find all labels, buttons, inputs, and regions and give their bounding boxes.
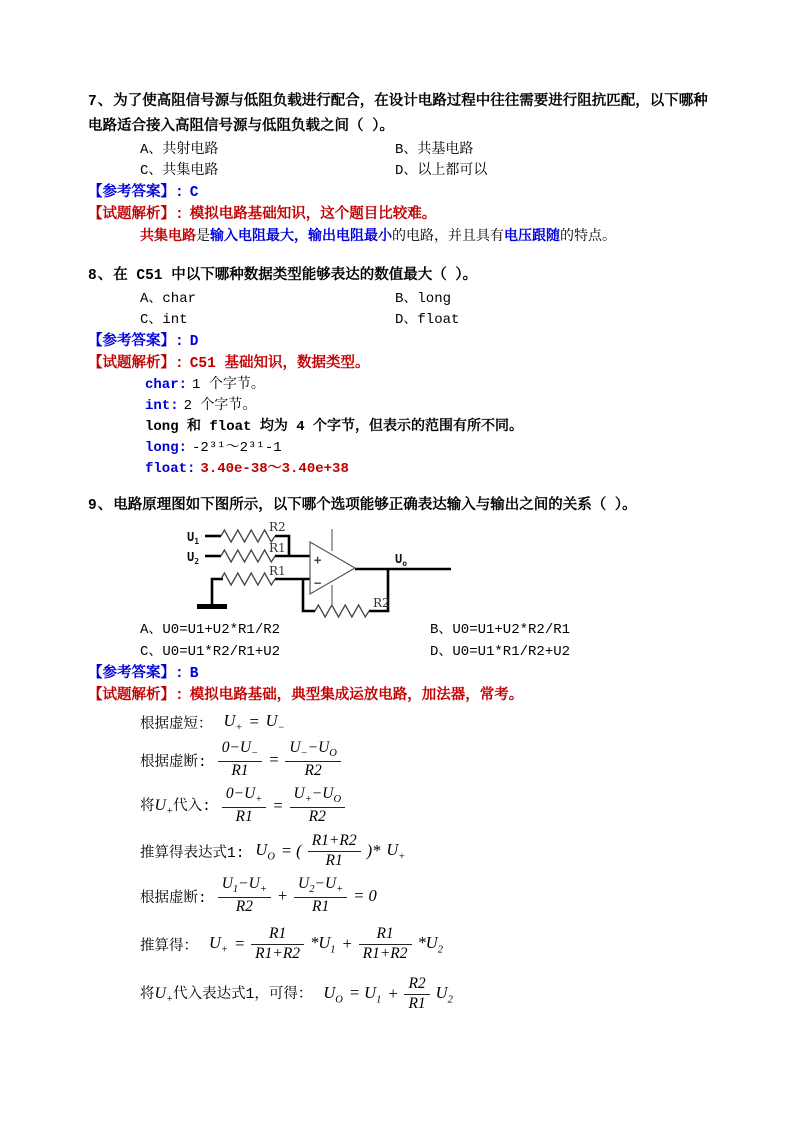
question-number: 9、 <box>88 498 114 514</box>
math-op: = <box>248 711 260 731</box>
analysis-text: C51 基础知识，数据类型。 <box>189 356 370 372</box>
fraction: $\frac{U_--U_O}{R2}$ <box>285 739 341 780</box>
math-var: $*U_1$ <box>310 932 336 956</box>
question-stem <box>88 264 714 289</box>
question-number: 7、 <box>88 94 114 110</box>
option-item: A、char <box>140 291 197 307</box>
math-op: = $U_1$ <box>348 982 382 1006</box>
type-keyword: int: <box>145 398 179 414</box>
formula-row <box>88 737 714 783</box>
math-var: $U_2$ <box>435 982 453 1006</box>
question-8 <box>88 264 714 480</box>
analysis-label: 【试题解析】: <box>88 207 184 223</box>
type-detail-line: long 和 float 均为 4 个字节，但表示的范围有所不同。 <box>145 419 524 435</box>
fraction: $\frac{0-U_-}{R1}$ <box>218 739 263 780</box>
formula-row <box>88 969 714 1019</box>
math-var: $U_+$ <box>386 839 406 863</box>
formula-label: 将$U_+$代入: <box>140 797 211 818</box>
analysis-text: 模拟电路基础知识，这个题目比较难。 <box>189 207 437 223</box>
options-grid <box>88 619 714 663</box>
math-op: )* <box>366 841 381 860</box>
opamp-minus-input: − <box>314 576 322 590</box>
type-keyword: long: <box>145 440 188 456</box>
opamp-plus-input: + <box>314 553 322 567</box>
circuit-diagram <box>185 519 457 619</box>
question-number: 8、 <box>88 268 114 284</box>
resistor-icon <box>221 573 275 585</box>
option-item: B、long <box>395 291 452 307</box>
formula-label: 将$U_+$代入表达式1，可得： <box>140 985 313 1006</box>
fraction: $\frac{R1}{R1+R2}$ <box>359 925 412 963</box>
output-uo-label: Uo <box>395 552 408 568</box>
fraction: $\frac{U_+-U_O}{R2}$ <box>290 785 346 826</box>
math-var: $U_+$ <box>223 710 243 734</box>
note-segment: 电压跟随 <box>504 229 560 245</box>
question-stem <box>88 90 714 140</box>
math-op: + <box>341 934 353 953</box>
question-7 <box>88 90 714 248</box>
input-u1-label: U1 <box>187 530 200 546</box>
formula-row <box>88 873 714 919</box>
question-text: 在 C51 中以下哪种数据类型能够表达的数值最大（ ）。 <box>113 268 478 284</box>
math-op: = ( <box>280 841 302 860</box>
math-var: $U_O$ <box>323 982 343 1006</box>
math-expression <box>215 875 380 916</box>
answer-line <box>88 331 714 353</box>
formula-label: 根据虚短： <box>140 716 213 733</box>
analysis-label: 【试题解析】: <box>88 356 184 372</box>
answer-line <box>88 663 714 685</box>
math-expression <box>221 711 288 733</box>
math-expression <box>252 832 408 870</box>
analysis-text: 模拟电路基础，典型集成运放电路，加法器，常考。 <box>189 688 524 704</box>
type-desc: 1 个字节。 <box>192 377 265 393</box>
type-range: -2³¹～2³¹-1 <box>192 440 282 456</box>
math-expression <box>206 925 446 963</box>
formula-label: 根据虚断: <box>140 890 207 907</box>
note-segment: 的电路，并且具有 <box>392 229 504 245</box>
formula-label: 推算得表达式1: <box>140 845 245 862</box>
analysis-line <box>88 353 714 375</box>
option-item: C、U0=U1*R2/R1+U2 <box>140 644 281 660</box>
option-item: A、U0=U1+U2*R1/R2 <box>140 622 281 638</box>
fraction: $\frac{U_1-U_+}{R2}$ <box>218 875 271 916</box>
math-op: = 0 <box>353 886 377 905</box>
fraction: $\frac{0-U_+}{R1}$ <box>222 785 267 826</box>
math-op: = <box>272 796 284 815</box>
type-keyword: float: <box>145 461 196 477</box>
type-detail-line <box>88 459 714 480</box>
answer-label: 【参考答案】: <box>88 334 184 350</box>
fraction: $\frac{R1}{R1+R2}$ <box>251 925 304 963</box>
option-item: B、共基电路 <box>395 142 474 158</box>
type-detail-line <box>88 438 714 459</box>
question-text: 为了使高阻信号源与低阻负载进行配合，在设计电路过程中往往需要进行阻抗匹配，以下哪种电路适合接入高阻信号源与低阻负载之间（ ）。 <box>88 94 708 135</box>
option-item: C、int <box>140 312 188 328</box>
resistor-label: R2 <box>373 596 390 610</box>
math-expression <box>215 739 344 780</box>
answer-label: 【参考答案】: <box>88 185 184 201</box>
answer-value: D <box>189 334 199 350</box>
options-grid <box>88 140 714 182</box>
option-item: C、共集电路 <box>140 163 219 179</box>
input-u2-label: U2 <box>187 550 200 566</box>
math-op: = <box>234 934 246 953</box>
option-item: B、U0=U1+U2*R2/R1 <box>430 622 571 638</box>
note-segment: 的特点。 <box>560 229 616 245</box>
note-segment: 输入电阻最大，输出电阻最小 <box>210 229 392 245</box>
math-var: $U_+$ <box>209 932 229 956</box>
option-item: A、共射电路 <box>140 142 219 158</box>
fraction: $\frac{U_2-U_+}{R1}$ <box>294 875 347 916</box>
resistor-label: R1 <box>269 541 286 555</box>
formula-label: 推算得： <box>140 938 198 955</box>
resistor-icon <box>315 605 369 617</box>
math-var: $*U_2$ <box>417 932 443 956</box>
note-segment: 是 <box>196 229 210 245</box>
fraction: $\frac{R2}{R1}$ <box>404 975 429 1013</box>
analysis-line <box>88 685 714 707</box>
math-var: $U_-$ <box>265 710 285 734</box>
option-item: D、float <box>395 312 460 328</box>
resistor-label: R2 <box>269 520 286 534</box>
math-op: + <box>276 886 289 905</box>
type-keyword: char: <box>145 377 188 393</box>
formula-label: 根据虚断: <box>140 754 207 771</box>
formula-row <box>88 707 714 737</box>
resistor-icon <box>221 530 275 542</box>
explanation-note <box>88 226 714 248</box>
options-grid <box>88 289 714 331</box>
analysis-label: 【试题解析】: <box>88 688 184 704</box>
math-op: + <box>387 984 399 1003</box>
type-range: 3.40e-38～3.40e+38 <box>200 461 349 477</box>
option-item: D、以上都可以 <box>395 163 488 179</box>
math-var: $U_O$ <box>255 839 275 863</box>
option-item: D、U0=U1*R1/R2+U2 <box>430 644 571 660</box>
resistor-label: R1 <box>269 564 286 578</box>
resistor-icon <box>221 550 275 562</box>
answer-line <box>88 182 714 204</box>
formula-row <box>88 783 714 829</box>
answer-label: 【参考答案】: <box>88 666 184 682</box>
answer-value: C <box>189 185 199 201</box>
question-text: 电路原理图如下图所示，以下哪个选项能够正确表达输入与输出之间的关系（ ）。 <box>113 498 637 514</box>
math-op: = <box>268 750 280 769</box>
math-expression <box>320 975 455 1013</box>
page-content <box>88 86 714 1019</box>
formula-row <box>88 829 714 873</box>
type-detail-line <box>88 375 714 396</box>
answer-value: B <box>189 666 199 682</box>
question-9 <box>88 494 714 1019</box>
type-desc: 2 个字节。 <box>183 398 257 414</box>
fraction: $\frac{R1+R2}{R1}$ <box>308 832 361 870</box>
question-stem <box>88 494 714 519</box>
math-expression <box>219 785 348 826</box>
analysis-line <box>88 204 714 226</box>
type-detail-line <box>88 396 714 417</box>
formula-row <box>88 919 714 969</box>
note-segment: 共集电路 <box>140 229 196 245</box>
